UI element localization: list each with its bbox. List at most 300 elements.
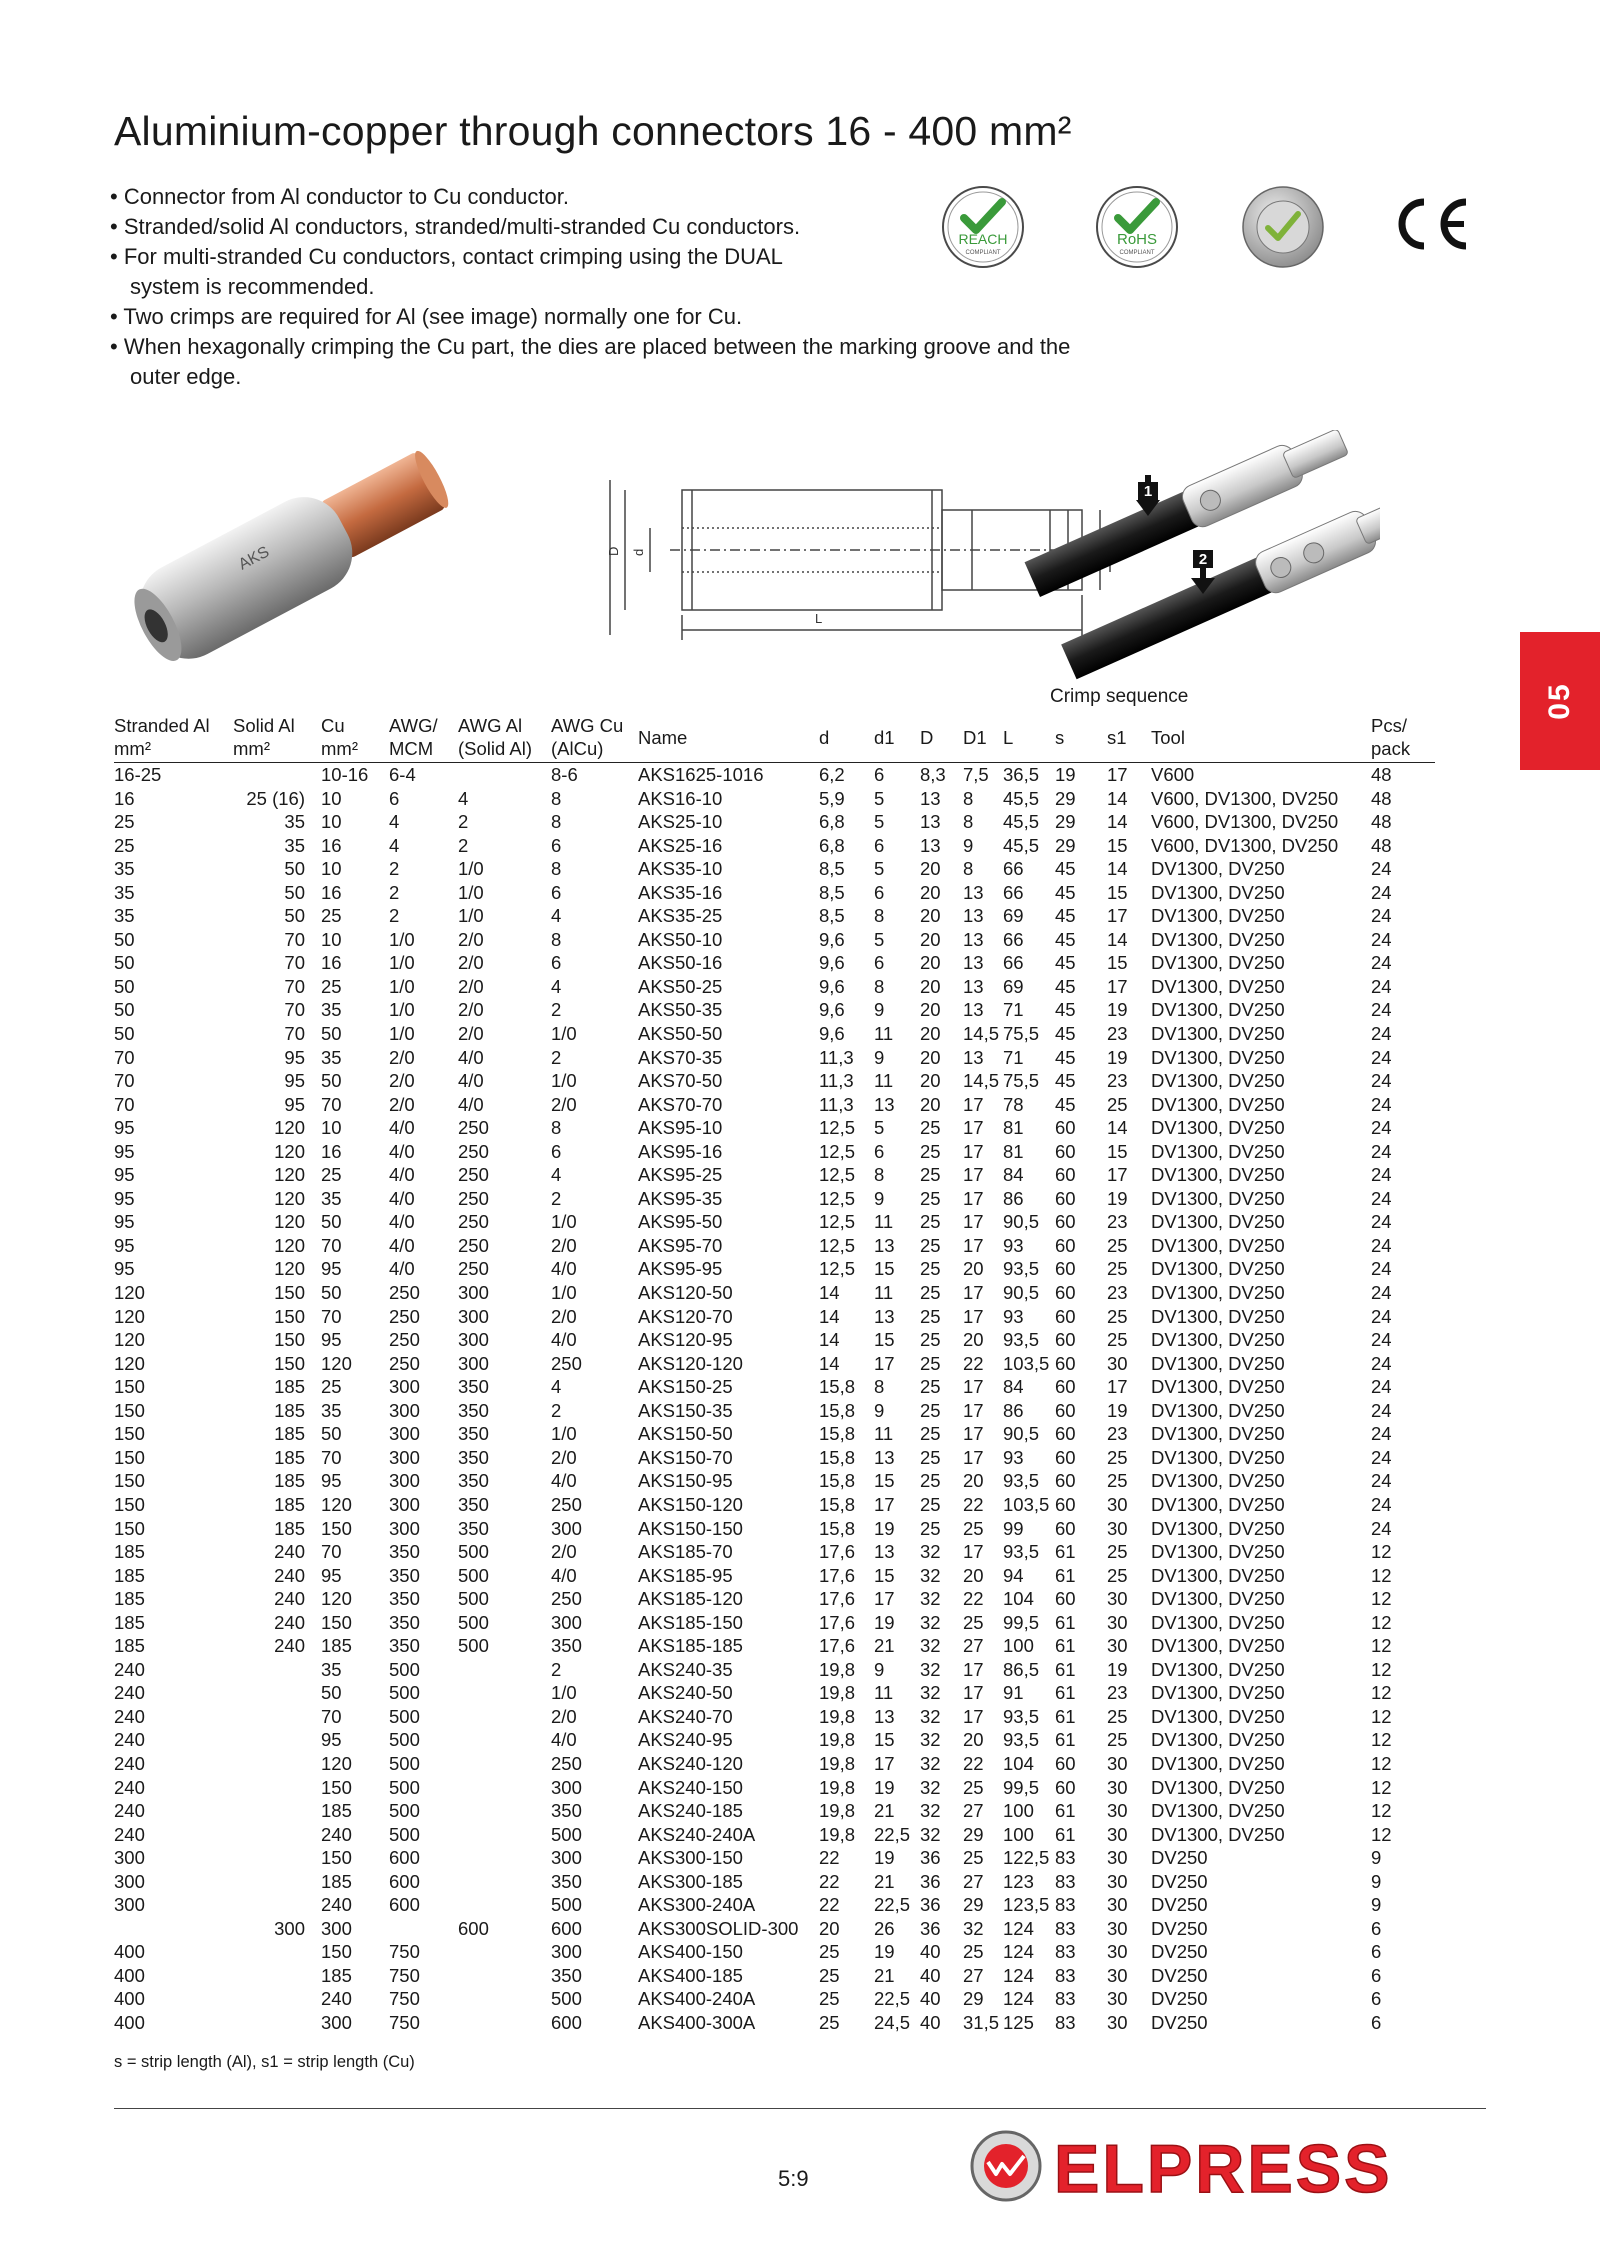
cell-solid-al: 35 xyxy=(284,811,305,833)
cell-s1: 30 xyxy=(1107,1776,1128,1798)
cell-s1: 30 xyxy=(1107,1941,1128,1963)
footnote: s = strip length (Al), s1 = strip length (Cu) xyxy=(114,2053,415,2071)
cell-D1: 17 xyxy=(963,1446,984,1468)
cell-pcs-pack: 12 xyxy=(1371,1800,1392,1822)
cell-D: 32 xyxy=(920,1800,941,1822)
cell-tool: DV250 xyxy=(1151,2011,1208,2033)
cell-d1: 5 xyxy=(874,787,885,809)
cell-D1: 17 xyxy=(963,1423,984,1445)
cell-solid-al: 240 xyxy=(274,1635,305,1657)
table-row xyxy=(114,1799,1435,1823)
cell-d1: 22,5 xyxy=(874,1894,911,1916)
cell-D: 25 xyxy=(920,1517,941,1539)
table-row xyxy=(114,1163,1435,1187)
cell-d: 6,8 xyxy=(819,811,845,833)
cell-name: AKS16-10 xyxy=(638,787,723,809)
cell-awg-mcm: 4 xyxy=(389,834,400,856)
cell-cu: 150 xyxy=(321,1847,352,1869)
cell-name: AKS150-25 xyxy=(638,1376,733,1398)
cell-d1: 22,5 xyxy=(874,1988,911,2010)
cell-awg-mcm: 500 xyxy=(389,1705,420,1727)
cell-awg-cu: 1/0 xyxy=(551,1682,577,1704)
cell-tool: DV1300, DV250 xyxy=(1151,952,1285,974)
cell-awg-mcm: 4/0 xyxy=(389,1234,415,1256)
cell-stranded-al: 120 xyxy=(114,1282,145,1304)
cell-s1: 25 xyxy=(1107,1258,1128,1280)
cell-d1: 11 xyxy=(874,1211,894,1233)
cell-solid-al: 70 xyxy=(284,928,305,950)
cell-pcs-pack: 24 xyxy=(1371,1140,1392,1162)
cell-name: AKS300-240A xyxy=(638,1894,756,1916)
cell-name: AKS240-70 xyxy=(638,1705,733,1727)
cell-D1: 22 xyxy=(963,1352,984,1374)
page-title: Aluminium-copper through connectors 16 - 400 mm² xyxy=(114,108,1072,154)
cell-awg-al: 350 xyxy=(458,1423,489,1445)
cell-awg-al: 350 xyxy=(458,1446,489,1468)
cell-s1: 30 xyxy=(1107,1493,1128,1515)
table-row xyxy=(114,1305,1435,1329)
cell-s: 83 xyxy=(1055,1941,1076,1963)
cell-D: 32 xyxy=(920,1541,941,1563)
col-header-cu: Cu mm² xyxy=(321,714,389,763)
cell-s: 83 xyxy=(1055,1917,1076,1939)
cell-L: 104 xyxy=(1003,1752,1034,1774)
cell-d1: 15 xyxy=(874,1564,895,1586)
cell-name: AKS400-150 xyxy=(638,1941,743,1963)
elpress-logo-text: ELPRESS xyxy=(1054,2131,1393,2206)
table-row xyxy=(114,834,1435,858)
cell-awg-cu: 2/0 xyxy=(551,1093,577,1115)
cell-tool: V600 xyxy=(1151,764,1195,785)
cell-d: 8,5 xyxy=(819,905,845,927)
cell-s: 61 xyxy=(1055,1564,1076,1586)
rohs-label: RoHS xyxy=(1116,231,1158,248)
cell-D1: 13 xyxy=(963,952,984,974)
table-row xyxy=(114,1375,1435,1399)
cell-d1: 11 xyxy=(874,1023,894,1045)
cell-cu: 150 xyxy=(321,1517,352,1539)
cell-d: 11,3 xyxy=(819,1093,854,1115)
page-number: 5:9 xyxy=(778,2166,809,2191)
table-row xyxy=(114,857,1435,881)
cell-d1: 5 xyxy=(874,811,885,833)
cell-D1: 17 xyxy=(963,1140,984,1162)
table-row xyxy=(114,975,1435,999)
cell-d1: 17 xyxy=(874,1752,895,1774)
cell-d1: 5 xyxy=(874,858,885,880)
cell-D1: 29 xyxy=(963,1988,984,2010)
cell-d: 14 xyxy=(819,1282,840,1304)
cell-solid-al xyxy=(233,1799,321,1823)
rohs-sub-label: COMPLIANT xyxy=(1119,250,1155,256)
cell-d1: 13 xyxy=(874,1093,895,1115)
cell-awg-cu: 300 xyxy=(551,1847,582,1869)
cell-tool: DV1300, DV250 xyxy=(1151,1611,1285,1633)
cell-d: 25 xyxy=(819,1941,840,1963)
cell-cu: 120 xyxy=(321,1752,352,1774)
cell-d1: 6 xyxy=(874,1140,885,1162)
cell-name: AKS95-70 xyxy=(638,1234,723,1256)
table-row xyxy=(114,1328,1435,1352)
cell-awg-cu: 300 xyxy=(551,1611,582,1633)
cell-stranded-al: 35 xyxy=(114,905,135,927)
cell-D1: 17 xyxy=(963,1117,984,1139)
cell-s: 29 xyxy=(1055,787,1076,809)
cell-awg-mcm: 500 xyxy=(389,1800,420,1822)
cell-solid-al xyxy=(233,1893,321,1917)
cell-solid-al: 95 xyxy=(284,1070,305,1092)
table-row xyxy=(114,1964,1435,1988)
table-row xyxy=(114,998,1435,1022)
table-row xyxy=(114,1564,1435,1588)
cell-D1: 20 xyxy=(963,1258,984,1280)
cell-s1: 14 xyxy=(1107,811,1128,833)
cell-awg-al: 250 xyxy=(458,1211,489,1233)
cell-solid-al: 25 (16) xyxy=(246,787,305,809)
cell-s: 83 xyxy=(1055,1964,1076,1986)
cell-awg-cu: 1/0 xyxy=(551,1070,577,1092)
cell-awg-cu: 4/0 xyxy=(551,1564,577,1586)
cell-L: 81 xyxy=(1003,1117,1024,1139)
cell-name: AKS185-150 xyxy=(638,1611,743,1633)
cell-awg-mcm: 4/0 xyxy=(389,1211,415,1233)
cell-d: 19,8 xyxy=(819,1705,856,1727)
cell-awg-cu: 250 xyxy=(551,1752,582,1774)
cell-name: AKS50-10 xyxy=(638,928,723,950)
cell-s1: 30 xyxy=(1107,2011,1128,2033)
cell-awg-mcm: 2 xyxy=(389,905,400,927)
cell-d1: 11 xyxy=(874,1682,894,1704)
cell-d: 14 xyxy=(819,1352,840,1374)
cell-L: 75,5 xyxy=(1003,1070,1040,1092)
cell-pcs-pack: 6 xyxy=(1371,2011,1382,2033)
cell-tool: DV250 xyxy=(1151,1847,1208,1869)
cell-awg-cu: 350 xyxy=(551,1964,582,1986)
cell-D1: 29 xyxy=(963,1823,984,1845)
cell-tool: DV1300, DV250 xyxy=(1151,1282,1285,1304)
cell-D1: 22 xyxy=(963,1588,984,1610)
cell-L: 124 xyxy=(1003,1988,1034,2010)
cell-s1: 19 xyxy=(1107,999,1128,1021)
cell-d1: 19 xyxy=(874,1517,895,1539)
cell-awg-cu: 500 xyxy=(551,1988,582,2010)
table-row xyxy=(114,810,1435,834)
cell-cu: 16 xyxy=(321,952,342,974)
cell-D1: 20 xyxy=(963,1564,984,1586)
cell-D: 25 xyxy=(920,1234,941,1256)
cell-D1: 22 xyxy=(963,1752,984,1774)
cell-cu: 50 xyxy=(321,1023,342,1045)
cell-awg-al xyxy=(458,2011,551,2035)
cell-d1: 8 xyxy=(874,1164,885,1186)
cell-D1: 17 xyxy=(963,1541,984,1563)
cell-pcs-pack: 12 xyxy=(1371,1823,1392,1845)
cell-d1: 17 xyxy=(874,1352,895,1374)
cell-s1: 17 xyxy=(1107,975,1128,997)
cell-pcs-pack: 12 xyxy=(1371,1729,1392,1751)
cell-cu: 185 xyxy=(321,1800,352,1822)
cell-awg-mcm: 350 xyxy=(389,1541,420,1563)
cell-awg-mcm: 6-4 xyxy=(389,764,416,785)
cell-s: 45 xyxy=(1055,1023,1076,1045)
cell-cu: 240 xyxy=(321,1823,352,1845)
cell-L: 100 xyxy=(1003,1635,1034,1657)
cell-solid-al: 50 xyxy=(284,858,305,880)
cell-D: 25 xyxy=(920,1470,941,1492)
cell-D: 40 xyxy=(920,2011,941,2033)
cell-d: 6,8 xyxy=(819,834,845,856)
cell-name: AKS240-120 xyxy=(638,1752,743,1774)
cell-D1: 17 xyxy=(963,1282,984,1304)
feature-item: • Two crimps are required for Al (see image) normally one for Cu. xyxy=(110,302,1090,332)
cell-cu: 150 xyxy=(321,1776,352,1798)
cell-d: 8,5 xyxy=(819,858,845,880)
cell-L: 99,5 xyxy=(1003,1611,1040,1633)
cell-d: 25 xyxy=(819,2011,840,2033)
cell-s: 60 xyxy=(1055,1187,1076,1209)
cell-solid-al: 185 xyxy=(274,1446,305,1468)
cell-s1: 17 xyxy=(1107,1376,1128,1398)
cell-awg-cu: 600 xyxy=(551,2011,582,2033)
cell-D1: 27 xyxy=(963,1870,984,1892)
cell-awg-al: 500 xyxy=(458,1541,489,1563)
cell-D: 40 xyxy=(920,1964,941,1986)
cell-name: AKS95-95 xyxy=(638,1258,723,1280)
cell-s: 60 xyxy=(1055,1376,1076,1398)
cell-d1: 13 xyxy=(874,1234,895,1256)
cell-name: AKS300-185 xyxy=(638,1870,743,1892)
cell-pcs-pack: 24 xyxy=(1371,952,1392,974)
cell-awg-mcm: 4 xyxy=(389,811,400,833)
table-row xyxy=(114,1422,1435,1446)
cell-stranded-al: 25 xyxy=(114,834,135,856)
cell-awg-mcm: 250 xyxy=(389,1329,420,1351)
cell-stranded-al: 300 xyxy=(114,1870,145,1892)
cell-L: 93,5 xyxy=(1003,1470,1040,1492)
cell-D1: 13 xyxy=(963,881,984,903)
cell-solid-al xyxy=(233,1987,321,2011)
cell-awg-cu: 2/0 xyxy=(551,1705,577,1727)
cell-D: 8,3 xyxy=(920,764,946,785)
cell-D: 32 xyxy=(920,1823,941,1845)
cell-solid-al: 70 xyxy=(284,952,305,974)
cell-tool: DV1300, DV250 xyxy=(1151,1800,1285,1822)
reach-sub-label: COMPLIANT xyxy=(965,250,1001,256)
cell-s1: 23 xyxy=(1107,1282,1128,1304)
cell-solid-al xyxy=(233,2011,321,2035)
cell-name: AKS240-50 xyxy=(638,1682,733,1704)
cell-s: 60 xyxy=(1055,1352,1076,1374)
cell-tool: DV1300, DV250 xyxy=(1151,1046,1285,1068)
cell-cu: 70 xyxy=(321,1705,342,1727)
cell-awg-al xyxy=(458,1870,551,1894)
cell-cu: 50 xyxy=(321,1211,342,1233)
cell-d1: 11 xyxy=(874,1423,894,1445)
cell-awg-cu: 2 xyxy=(551,1046,562,1068)
cell-L: 45,5 xyxy=(1003,811,1040,833)
cell-pcs-pack: 9 xyxy=(1371,1894,1382,1916)
cell-name: AKS240-35 xyxy=(638,1658,733,1680)
cell-stranded-al: 150 xyxy=(114,1470,145,1492)
table-row xyxy=(114,1257,1435,1281)
cell-d: 17,6 xyxy=(819,1611,856,1633)
table-row xyxy=(114,1469,1435,1493)
cell-solid-al: 240 xyxy=(274,1588,305,1610)
cell-awg-mcm: 4/0 xyxy=(389,1187,415,1209)
cell-tool: DV250 xyxy=(1151,1917,1208,1939)
cell-cu: 10 xyxy=(321,858,342,880)
cell-awg-al: 4/0 xyxy=(458,1046,484,1068)
cell-solid-al xyxy=(233,1681,321,1705)
cell-pcs-pack: 24 xyxy=(1371,1070,1392,1092)
cell-cu: 35 xyxy=(321,1399,342,1421)
cell-s1: 25 xyxy=(1107,1705,1128,1727)
cell-awg-mcm: 750 xyxy=(389,1941,420,1963)
cell-pcs-pack: 24 xyxy=(1371,1093,1392,1115)
cell-D: 40 xyxy=(920,1941,941,1963)
cell-pcs-pack: 12 xyxy=(1371,1635,1392,1657)
cell-tool: DV250 xyxy=(1151,1964,1208,1986)
cell-tool: DV1300, DV250 xyxy=(1151,858,1285,880)
cell-d: 19,8 xyxy=(819,1823,856,1845)
cell-D: 25 xyxy=(920,1258,941,1280)
cell-tool: DV1300, DV250 xyxy=(1151,1541,1285,1563)
cell-awg-cu: 6 xyxy=(551,1140,562,1162)
cell-L: 100 xyxy=(1003,1823,1034,1845)
cell-D1: 17 xyxy=(963,1211,984,1233)
cell-solid-al: 70 xyxy=(284,999,305,1021)
cell-tool: DV1300, DV250 xyxy=(1151,1635,1285,1657)
cell-stranded-al: 50 xyxy=(114,928,135,950)
cell-D: 32 xyxy=(920,1635,941,1657)
cell-s1: 15 xyxy=(1107,834,1128,856)
cell-D: 25 xyxy=(920,1187,941,1209)
table-row xyxy=(114,1587,1435,1611)
cell-L: 99 xyxy=(1003,1517,1024,1539)
cell-L: 36,5 xyxy=(1003,764,1040,785)
feature-item: • Stranded/solid Al conductors, stranded/multi-stranded Cu conductors. xyxy=(110,212,1090,242)
cell-tool: DV1300, DV250 xyxy=(1151,1470,1285,1492)
section-tab-label: 05 xyxy=(1543,682,1576,720)
cell-d1: 9 xyxy=(874,1187,885,1209)
cell-solid-al: 240 xyxy=(274,1611,305,1633)
cell-stranded-al: 185 xyxy=(114,1541,145,1563)
cell-awg-al: 2/0 xyxy=(458,1023,484,1045)
cell-s: 29 xyxy=(1055,834,1076,856)
cell-tool: DV1300, DV250 xyxy=(1151,1588,1285,1610)
cell-pcs-pack: 24 xyxy=(1371,1164,1392,1186)
col-header-s1: s1 xyxy=(1107,714,1151,763)
cell-s1: 17 xyxy=(1107,905,1128,927)
cell-d: 12,5 xyxy=(819,1234,856,1256)
cell-L: 66 xyxy=(1003,881,1024,903)
cell-tool: DV1300, DV250 xyxy=(1151,1446,1285,1468)
crimp-step-2: 2 xyxy=(1198,551,1208,568)
cell-L: 84 xyxy=(1003,1376,1024,1398)
cell-solid-al: 120 xyxy=(274,1164,305,1186)
cell-L: 78 xyxy=(1003,1093,1024,1115)
cell-L: 93 xyxy=(1003,1234,1024,1256)
table-row xyxy=(114,881,1435,905)
cell-pcs-pack: 12 xyxy=(1371,1541,1392,1563)
cell-cu: 25 xyxy=(321,905,342,927)
cell-tool: DV1300, DV250 xyxy=(1151,1399,1285,1421)
cell-d: 17,6 xyxy=(819,1564,856,1586)
cell-s1: 25 xyxy=(1107,1234,1128,1256)
cell-d1: 11 xyxy=(874,1282,894,1304)
cell-tool: DV1300, DV250 xyxy=(1151,1234,1285,1256)
cell-awg-mcm: 250 xyxy=(389,1305,420,1327)
cell-L: 93,5 xyxy=(1003,1541,1040,1563)
cell-cu: 240 xyxy=(321,1988,352,2010)
table-row xyxy=(114,1823,1435,1847)
cell-D1: 13 xyxy=(963,999,984,1021)
cell-D: 32 xyxy=(920,1776,941,1798)
table-row xyxy=(114,1493,1435,1517)
cell-L: 75,5 xyxy=(1003,1023,1040,1045)
cell-D: 25 xyxy=(920,1493,941,1515)
cell-d1: 21 xyxy=(874,1964,895,1986)
table-header-row xyxy=(114,714,1435,763)
cell-pcs-pack: 6 xyxy=(1371,1964,1382,1986)
cell-d: 19,8 xyxy=(819,1776,856,1798)
cell-pcs-pack: 24 xyxy=(1371,905,1392,927)
cell-stranded-al: 300 xyxy=(114,1847,145,1869)
cell-D: 25 xyxy=(920,1329,941,1351)
cell-s: 45 xyxy=(1055,975,1076,997)
cell-d: 14 xyxy=(819,1305,840,1327)
cell-D: 20 xyxy=(920,1046,941,1068)
cell-awg-mcm: 500 xyxy=(389,1752,420,1774)
cell-pcs-pack: 24 xyxy=(1371,999,1392,1021)
cell-L: 86 xyxy=(1003,1399,1024,1421)
cell-pcs-pack: 24 xyxy=(1371,1352,1392,1374)
table-row xyxy=(114,1893,1435,1917)
cell-awg-al: 300 xyxy=(458,1352,489,1374)
cell-pcs-pack: 9 xyxy=(1371,1847,1382,1869)
cell-solid-al: 50 xyxy=(284,881,305,903)
cell-tool: DV1300, DV250 xyxy=(1151,1493,1285,1515)
cell-D: 20 xyxy=(920,881,941,903)
cell-solid-al xyxy=(233,1752,321,1776)
cell-awg-al: 250 xyxy=(458,1164,489,1186)
col-header-D: D xyxy=(920,714,963,763)
cell-s: 60 xyxy=(1055,1117,1076,1139)
cell-awg-mcm: 250 xyxy=(389,1352,420,1374)
cell-D: 20 xyxy=(920,1093,941,1115)
cell-name: AKS150-95 xyxy=(638,1470,733,1492)
cell-D1: 25 xyxy=(963,1941,984,1963)
col-header-d1: d1 xyxy=(874,714,920,763)
cell-tool: DV1300, DV250 xyxy=(1151,1023,1285,1045)
cell-awg-al: 250 xyxy=(458,1117,489,1139)
connector-images-icon xyxy=(110,430,1380,710)
cell-pcs-pack: 24 xyxy=(1371,1517,1392,1539)
cell-s: 60 xyxy=(1055,1211,1076,1233)
cell-awg-al: 300 xyxy=(458,1329,489,1351)
cell-pcs-pack: 24 xyxy=(1371,881,1392,903)
cell-cu: 10-16 xyxy=(321,764,369,785)
cell-D1: 17 xyxy=(963,1305,984,1327)
cell-L: 125 xyxy=(1003,2011,1034,2033)
cell-solid-al: 70 xyxy=(284,975,305,997)
cell-stranded-al: 16-25 xyxy=(114,764,162,785)
dim-label-L: L xyxy=(815,611,823,626)
cell-D: 25 xyxy=(920,1164,941,1186)
cell-s: 61 xyxy=(1055,1658,1076,1680)
rohs-badge-icon xyxy=(1094,184,1180,270)
cell-cu: 95 xyxy=(321,1470,342,1492)
